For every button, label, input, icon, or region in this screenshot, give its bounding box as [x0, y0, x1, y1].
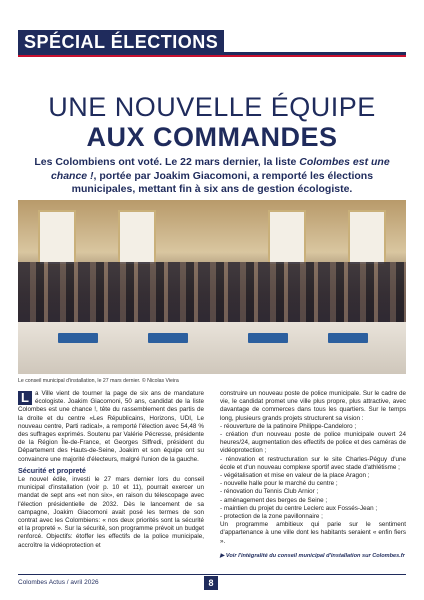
bullet-item: - protection de la zone pavillonnaire ; — [220, 513, 323, 521]
header-rule-accent — [18, 55, 406, 57]
bullet-item: - réouverture de la patinoire Philippe-Candeloro ; — [220, 422, 357, 430]
bullet-item: - aménagement des berges de Seine ; — [220, 496, 328, 504]
subheading: Sécurité et propreté — [18, 465, 86, 475]
paragraph: construire un nouveau poste de police municipale. Sur le cadre de vie, le candidat promet une ville plus propre, plus attractive, avec davantage de commerces dans tous les quartiers. Sur le temps long, plusieurs grands projets structurent sa vision : — [220, 390, 406, 422]
bullet-item: - maintien du projet du centre Leclerc aux Fossés-Jean ; — [220, 504, 378, 512]
footer-rule — [18, 574, 406, 575]
article-headline — [0, 92, 424, 152]
page-number: 8 — [204, 576, 218, 590]
closing-paragraph: Un programme ambitieux qui parie sur le sentiment d'appartenance à une ville dont les habitants seraient « enfin fiers ». — [220, 521, 406, 545]
photo-window — [268, 210, 306, 266]
website-link[interactable]: ▶ Voir l'intégralité du conseil municipal d'installation sur Colombes.fr — [220, 552, 405, 559]
section-title: SPÉCIAL ÉLECTIONS — [18, 30, 224, 53]
headline-line-1: UNE NOUVELLE ÉQUIPE — [48, 92, 376, 122]
photo-nameplate — [248, 333, 288, 343]
photo-table — [18, 322, 406, 374]
photo-caption: Le conseil municipal d'installation, le 27 mars dernier. © Nicolas Vieira — [18, 378, 179, 384]
article-lead — [28, 156, 396, 197]
lead-list-name: Colombes est une chance ! — [50, 156, 390, 182]
bullet-item: - création d'un nouveau poste de police municipale ouvert 24 heures/24, augmentation des effectifs de police et des caméras de vidéoprotection ; — [220, 431, 406, 455]
lead-part-2: , portée par Joakim Giacomoni, a remporté les élections municipales, mettant fin à six ans de gestion écologiste. — [71, 169, 374, 195]
section-header — [18, 30, 406, 53]
article-column-right — [220, 390, 406, 560]
bullet-item: - rénovation du Tennis Club Arnior ; — [220, 488, 319, 496]
paragraph: Le nouvel édile, investi le 27 mars dernier lors du conseil municipal d'installation (voir p. 10 et 11), pourrait exercer un mandat de sept ans «et non six», en raison du télescopage avec l'élection présidentielle de 2032. Dès le lancement de sa campagne, Joakim Giacomoni avait posé les termes de son contrat avec les Colombiens: « nos deux priorités sont la sécurité et la propreté ». Sur la sécurité, son programme prévoit un budget renforcé. Objectifs: étoffer les effectifs de la police municipale, accroître la vidéoprotection et — [18, 476, 204, 549]
photo-nameplate — [148, 333, 188, 343]
headline-line-2: AUX COMMANDES — [86, 122, 338, 152]
drop-cap: L — [18, 391, 32, 405]
photo-window — [348, 210, 386, 266]
photo-window — [38, 210, 76, 266]
article-column-left — [18, 390, 204, 550]
lead-part-1: Les Colombiens ont voté. Le 22 mars dernier, la liste — [34, 156, 300, 168]
bullet-item: - rénovation et restructuration sur le site Charles-Péguy d'une école et d'un nouveau complexe sportif avec stade d'athlétisme ; — [220, 455, 406, 471]
publication-name: Colombes Actus / avril 2026 — [18, 579, 99, 586]
photo-nameplate — [328, 333, 368, 343]
photo-nameplate — [58, 333, 98, 343]
bullet-item: - végétalisation et mise en valeur de la place Aragon ; — [220, 472, 370, 480]
photo-window — [118, 210, 156, 266]
council-photo — [18, 200, 406, 374]
bullet-item: - nouvelle halle pour le marché du centre ; — [220, 480, 338, 488]
intro-paragraph: a Ville vient de tourner la page de six ans de mandature écologiste. Joakim Giacomoni, 50 ans, candidat de la liste Colombes est une chance !, tête du rassemblement des partis de la droite et du centre «Les Républicains, Horizons, UDI, Le nouveau centre, Parti radical», a remporté l'élection avec 54,48 % des suffrages exprimés. Soutenu par Valérie Pécresse, présidente de la Région Île-de-France, et Georges Siffredi, président du Département des Hauts-de-Seine, Joakim et son équipe ont su convaincre une majorité d'électeurs, malgré l'union de la gauche. — [18, 390, 204, 463]
